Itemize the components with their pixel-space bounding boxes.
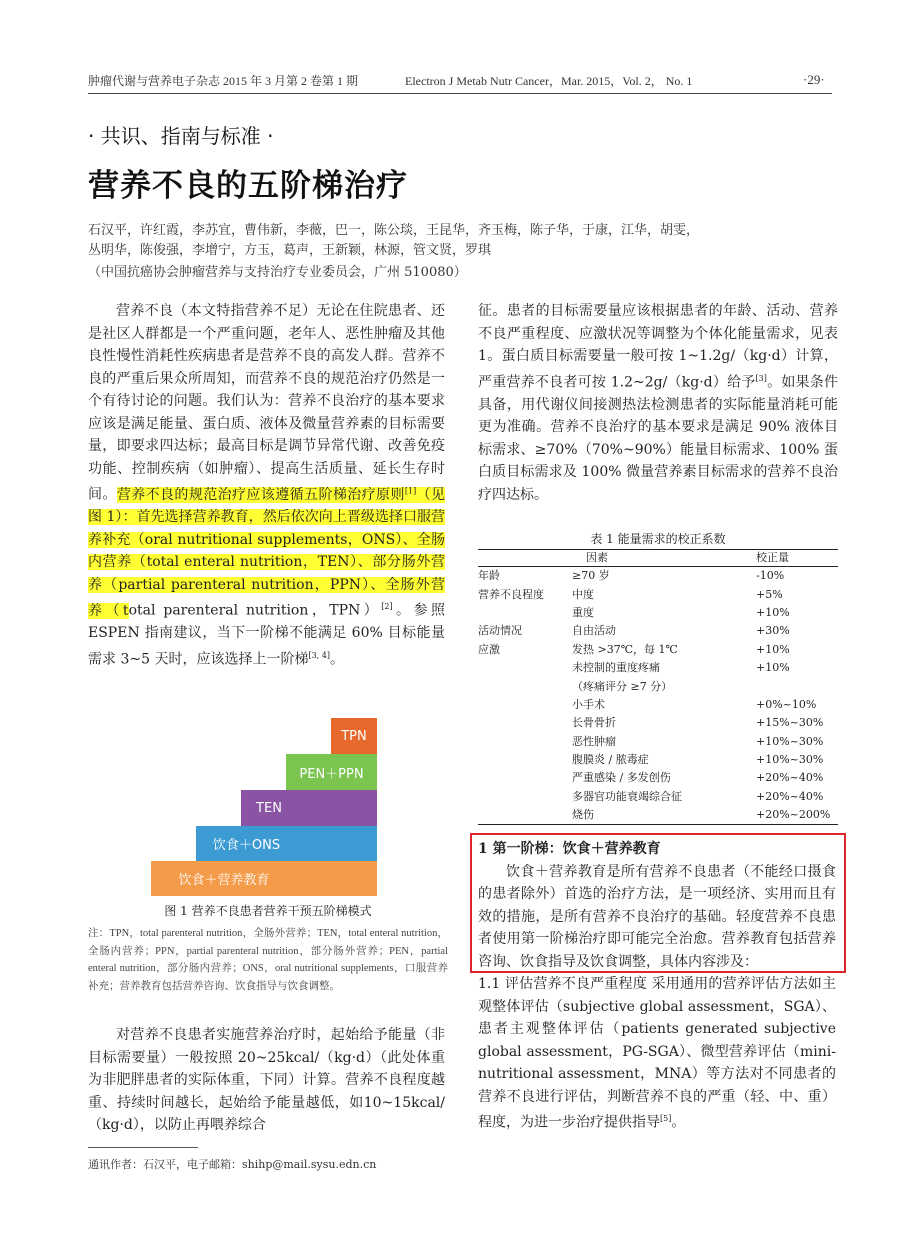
correction-table [478, 549, 838, 825]
step-diet-education [151, 861, 377, 896]
step-label: 饮食＋营养教育 [178, 873, 270, 888]
table-cell-correction: +20%~200% [756, 808, 831, 822]
right-paragraph-1 [478, 300, 838, 506]
table-body [478, 567, 838, 825]
section-label: · 共识、指南与标准 · [88, 124, 274, 148]
table-cell-category [478, 696, 566, 714]
ref-3: [3] [755, 373, 767, 383]
step-label: TEN [256, 800, 282, 816]
ref-5: [5] [660, 1114, 672, 1123]
figure-caption: 图 1 营养不良患者营养干预五阶梯模式 [164, 904, 372, 918]
journal-cn-header: 肿瘤代谢与营养电子杂志 2015 年 3 月第 2 卷第 1 期 [88, 74, 359, 88]
table-row [478, 733, 838, 751]
affiliation: （中国抗癌协会肿瘤营养与支持治疗专业委员会，广州 510080） [88, 265, 467, 280]
step-label: PEN＋PPN [299, 766, 364, 782]
four-targets-text: 。如果条件具备，用代谢仪间接测热法检测患者的实际能量消耗可能更为准确。营养不良治疗的基本要求是满足 90% 液体目标需求、≥70%（70%~90%）能量目标需求、100% 蛋白质目标需求及 100% 微量营养素目标需求的营养不良治疗四达标。 [478, 374, 839, 503]
red-highlight-box [470, 833, 846, 973]
table-cell-correction: +10%~30% [756, 753, 824, 767]
section-1-1-paragraph [478, 973, 836, 1134]
table-cell-factor: 发热 >37℃，每 1℃ [572, 642, 678, 656]
left-paragraph-1 [88, 300, 445, 671]
table-cell-category: 应激 [478, 642, 500, 656]
header-factor: 因素 [586, 551, 608, 564]
table-cell-category [478, 806, 566, 825]
table-row [478, 806, 838, 825]
table-cell-correction: +15%~30% [756, 716, 824, 730]
assessment-text: 1.1 评估营养不良严重程度 采用通用的营养评估方法如主观整体评估（subjective global assessment，SGA）、患者主观整体评估（patients generated subjective global assessment，PG-SGA）、微型营养评估（mini-nutritional assessment，MNA）等方法对不同患者的营养不良进行评估，判断营养不良的严重（轻、中、重）程度，为进一步治疗提供指导 [478, 976, 836, 1131]
table-cell-factor: 中度 [572, 587, 594, 601]
authors-line-2: 丛明华，陈俊强，李增宁，方玉，葛声，王新颖，林源，管文贤，罗琪 [88, 243, 492, 258]
header-rule [88, 93, 832, 94]
target-text: 征。患者的目标需要量应该根据患者的年龄、活动、营养不良严重程度、应激状况等调整为个体化能量需求，见表 1。蛋白质目标需要量一般可按 1~1.2g/（kg·d）计算，严重营养不良者可按 1.2~2g/（kg·d）给予 [478, 303, 838, 391]
table-cell-factor: 小手术 [572, 697, 605, 711]
table-row [478, 659, 838, 677]
intro-text: 营养不良（本文特指营养不足）无论在住院患者、还是社区人群都是一个严重问题，老年人、恶性肿瘤及其他良性慢性消耗性疾病患者是营养不良的高发人群。营养不良的严重后果众所周知，而营养不良的规范治疗仍然是一个有待讨论的问题。我们认为：营养不良治疗的基本要求应该是满足能量、蛋白质、液体及微量营养素的目标需要量，即要求四达标；最高目标是调节异常代谢、改善免疫功能、控制疾病（如肿瘤）、提高生活质量、延长生存时间。 [88, 303, 445, 503]
table-cell-factor: 腹膜炎 / 脓毒症 [572, 753, 649, 767]
table-cell-correction: +10%~30% [756, 734, 824, 748]
table-cell-category [478, 733, 566, 751]
table-row [478, 677, 838, 695]
table-cell-correction: +0%~10% [756, 697, 817, 711]
header-correction: 校正量 [756, 551, 789, 564]
authors-line-1: 石汉平，许红霞，李苏宜，曹伟新，李薇，巴一，陈公琰，王昆华，齐玉梅，陈子华，于康，江华，胡雯， [88, 223, 700, 238]
table-cell-factor: ≥70 岁 [572, 569, 610, 583]
step-diet-ons [196, 826, 377, 861]
table-row [478, 769, 838, 787]
table-caption: 表 1 能量需求的校正系数 [590, 532, 726, 546]
period: 。 [671, 1114, 686, 1131]
table-cell-factor: 严重感染 / 多发创伤 [572, 771, 671, 785]
table-cell-category: 营养不良程度 [478, 587, 544, 601]
ref-2: [2] [381, 602, 393, 612]
table-cell-category [478, 714, 566, 732]
step-tpn [331, 718, 377, 754]
period: 。 [329, 651, 344, 668]
left-paragraph-2: 对营养不良患者实施营养治疗时，起始给予能量（非目标需要量）一般按照 20~25kcal/（kg·d）（此处体重为非肥胖患者的实际体重，下同）计算。营养不良程度越重、持续时间越长，起始给予能量越低，如10~15kcal/（kg·d），以防止再喂养综合 [88, 1027, 445, 1133]
highlight-part-b: （见图 1）：首先选择营养教育，然后依次向上晋级选择口服营养补充（oral nutritional supplements，ONS）、全肠内营养（total enteral nutrition，TEN）、部分肠外营养（partial parenteral nutrition，PPN）、全肠外营养（t [88, 486, 446, 619]
espen-text: 。参照 ESPEN 指南建议，当下一阶梯不能满足 60% 目标能量需求 3~5 天时，应该选择上一阶梯 [88, 602, 445, 668]
table-row [478, 714, 838, 732]
table-cell-correction: +30% [756, 624, 790, 638]
table-row [478, 585, 838, 603]
table-row [478, 751, 838, 769]
table-cell-category: 活动情况 [478, 624, 522, 638]
step-label: TPN [341, 728, 367, 744]
table-row [478, 641, 838, 659]
table-cell-category [478, 788, 566, 806]
table-cell-correction: +5% [756, 587, 783, 601]
footnote-rule [88, 1147, 198, 1148]
section-1-title: 1 第一阶梯：饮食＋营养教育 [478, 841, 661, 857]
table-row [478, 604, 838, 622]
table-row [478, 788, 838, 806]
table-row [478, 567, 838, 586]
table-cell-correction: +10% [756, 661, 790, 675]
left-column [88, 300, 445, 671]
table-cell-category [478, 677, 566, 695]
table-cell-category [478, 604, 566, 622]
step-pen-ppn [286, 754, 377, 790]
table-cell-category [478, 659, 566, 677]
left-paragraph-2-block [88, 1024, 445, 1137]
step-label: 饮食＋ONS [212, 838, 281, 853]
step-ten [241, 790, 377, 826]
highlighted-text [88, 487, 445, 619]
table-cell-correction: +20%~40% [756, 789, 824, 803]
table-row [478, 622, 838, 640]
figure-note: 注：TPN，total parenteral nutrition，全肠外营养；TEN，total enteral nutrition，全肠内营养；PPN，partial parenteral nutrition，部分肠外营养；PEN，partial enteral nutrition，部分肠内营养；ONS，oral nutritional supplements，口服营养补充；营养教育包括营养咨询、饮食指导与饮食调整。 [88, 928, 448, 992]
table-cell-correction [756, 677, 838, 695]
ref-1: [1] [404, 486, 417, 495]
table-cell-correction: +20%~40% [756, 771, 824, 785]
table-cell-factor: 恶性肿瘤 [572, 734, 616, 748]
ref-3-4: [3, 4] [308, 650, 330, 660]
section-1-paragraph: 饮食＋营养教育是所有营养不良患者（不能经口摄食的患者除外）首选的治疗方法，是一项经济、实用而且有效的措施，是所有营养不良治疗的基础。轻度营养不良患者使用第一阶梯治疗即可能完全治愈。营养教育包括营养咨询、饮食指导及饮食调整，具体内容涉及： [478, 863, 836, 970]
table-cell-correction: +10% [756, 605, 790, 619]
journal-en-header: Electron J Metab Nutr Cancer，Mar. 2015，Vol. 2， No. 1 [405, 74, 693, 88]
table-cell-category [478, 751, 566, 769]
table-header-row [478, 550, 838, 567]
table-row [478, 696, 838, 714]
table-cell-factor: 未控制的重度疼痛 [572, 661, 660, 675]
authors [88, 221, 838, 261]
table-cell-category: 年龄 [478, 569, 500, 583]
table-cell-factor: 多器官功能衰竭综合征 [572, 789, 682, 803]
right-column-top [478, 300, 838, 506]
table-cell-factor: 烧伤 [572, 808, 594, 822]
table-cell-category [478, 769, 566, 787]
table-cell-correction: -10% [756, 569, 785, 583]
footnote: 通讯作者：石汉平，电子邮箱：shihp@mail.sysu.edn.cn [88, 1158, 377, 1171]
table-cell-correction: +10% [756, 642, 790, 656]
table-cell-factor: 长骨骨折 [572, 716, 616, 730]
page-number: ·29· [803, 72, 825, 87]
page-title: 营养不良的五阶梯治疗 [88, 168, 408, 204]
table-cell-factor: 自由活动 [572, 624, 616, 638]
tpn-text: otal parenteral nutrition，TPN） [128, 602, 382, 619]
highlight-part-a: 营养不良的规范治疗应该遵循五阶梯治疗原则 [116, 486, 405, 503]
table-cell-factor: （疼痛评分 ≥7 分） [572, 679, 673, 693]
table-cell-factor: 重度 [572, 605, 594, 619]
